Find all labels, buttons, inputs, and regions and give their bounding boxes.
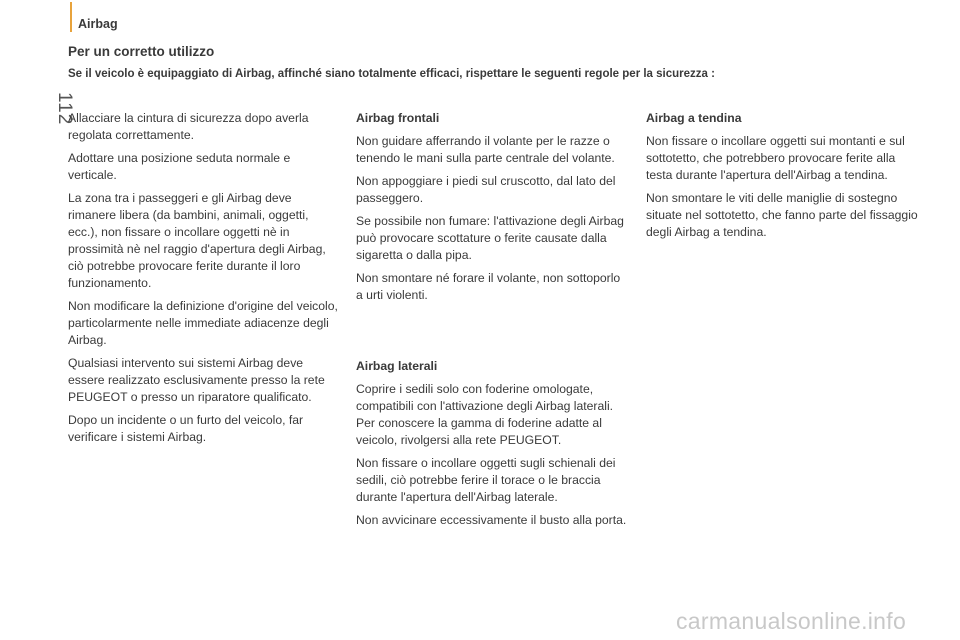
paragraph: Non modificare la definizione d'origine del veicolo, particolarmente nelle immediate adiacenze degli Airbag.	[68, 299, 338, 347]
paragraph: Non smontare né forare il volante, non sottoporlo a urti violenti.	[356, 271, 621, 302]
side-airbag-section	[356, 358, 628, 535]
paragraph: Dopo un incidente o un furto del veicolo, far verificare i sistemi Airbag.	[68, 413, 304, 444]
paragraph: Non appoggiare i piedi sul cruscotto, dal lato del passeggero.	[356, 174, 616, 205]
general-rules-column	[68, 110, 340, 452]
paragraph: La zona tra i passeggeri e gli Airbag deve rimanere libera (da bambini, animali, oggetti, ecc.), non fissare o incollare oggetti nè in prossimità nè nel raggio d'apertura degli Airbag, ciò potrebbe provocare ferite durante il loro funzionamento.	[68, 191, 326, 290]
paragraph: Non fissare o incollare oggetti sui montanti e sul sottotetto, che potrebbero provocare ferite alla testa durante l'apertura dell'Airbag a tendina.	[646, 134, 905, 182]
paragraph: Se possibile non fumare: l'attivazione degli Airbag può provocare scottature o ferite causate dalla sigaretta o dalla pipa.	[356, 214, 624, 262]
paragraph: Non smontare le viti delle maniglie di sostegno situate nel sottotetto, che fanno parte del fissaggio degli Airbag a tendina.	[646, 191, 918, 239]
paragraph: Non fissare o incollare oggetti sugli schienali dei sedili, ciò potrebbe ferire il torace o le braccia durante l'apertura dell'Airbag laterale.	[356, 456, 616, 504]
paragraph: Coprire i sedili solo con foderine omologate, compatibili con l'attivazione degli Airbag laterali. Per conoscere la gamma di foderine adatte al veicolo, rivolgersi alla rete PEUGEOT.	[356, 382, 614, 447]
section-heading: Airbag a tendina	[646, 111, 742, 125]
paragraph: Non avvicinare eccessivamente il busto alla porta.	[356, 513, 627, 527]
paragraph: Qualsiasi intervento sui sistemi Airbag deve essere realizzato esclusivamente presso la rete PEUGEOT o presso un riparatore qualificato.	[68, 356, 325, 404]
page-title: Per un corretto utilizzo	[68, 44, 215, 59]
paragraph: Adottare una posizione seduta normale e verticale.	[68, 151, 291, 182]
intro-text: Se il veicolo è equipaggiato di Airbag, affinché siano totalmente efficaci, rispettare le seguenti regole per la sicurezza :	[68, 68, 715, 80]
paragraph: Allacciare la cintura di sicurezza dopo averla regolata correttamente.	[68, 111, 309, 142]
curtain-airbag-section	[646, 110, 918, 247]
section-label: Airbag	[78, 17, 118, 31]
section-heading: Airbag laterali	[356, 359, 438, 373]
section-heading: Airbag frontali	[356, 111, 440, 125]
watermark: carmanualsonline.info	[676, 608, 907, 634]
page-number: 112	[54, 92, 75, 126]
section-accent-bar	[70, 2, 72, 32]
paragraph: Non guidare afferrando il volante per le razze o tenendo le mani sulla parte centrale del volante.	[356, 134, 615, 165]
front-airbag-section	[356, 110, 628, 310]
